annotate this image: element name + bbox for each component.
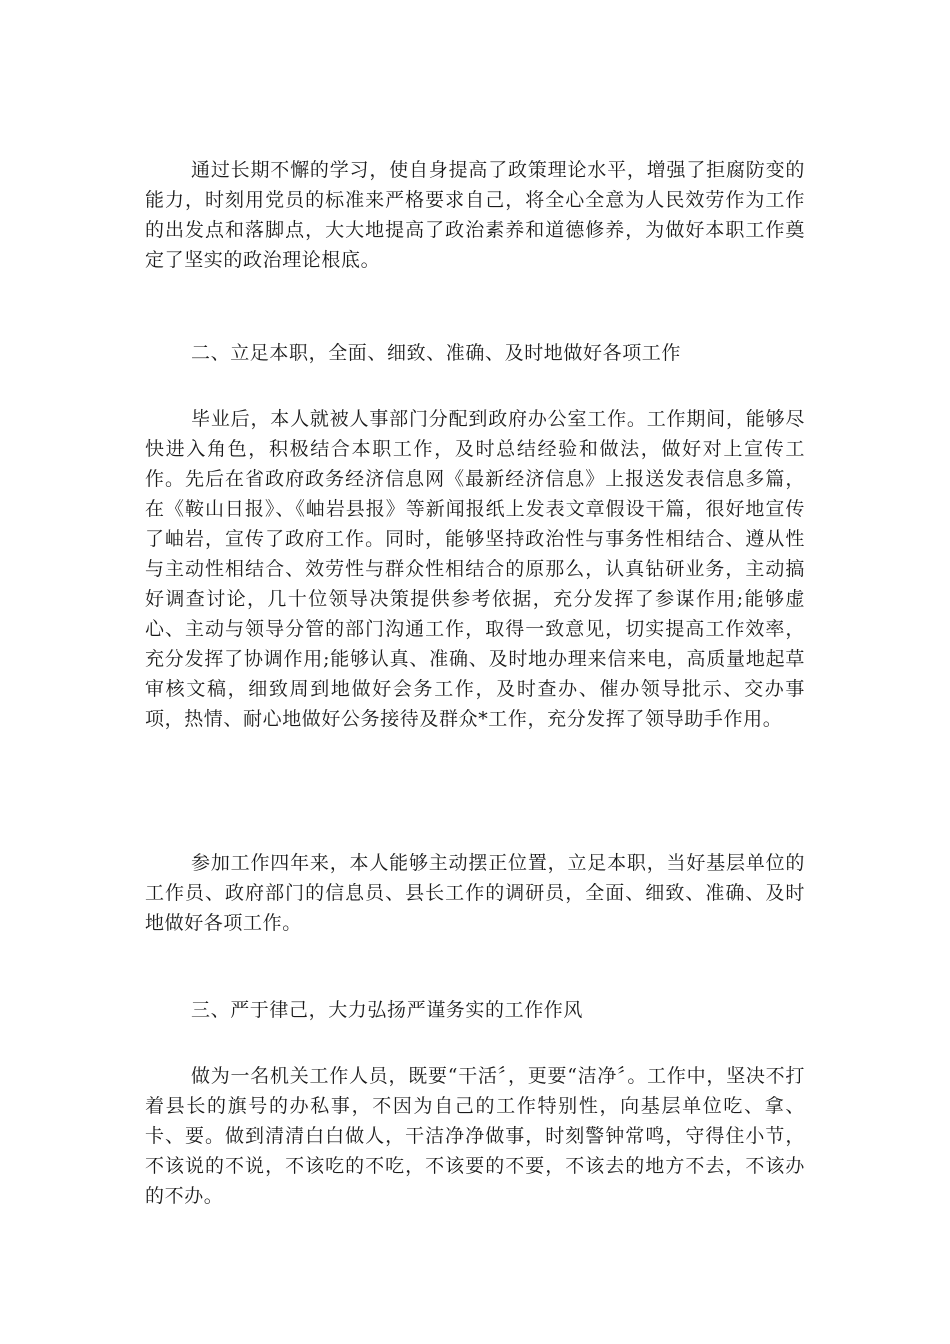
- paragraph-study: [145, 155, 805, 275]
- section-heading-three: [145, 995, 805, 1025]
- paragraph-summary: [145, 848, 805, 938]
- paragraph-text: 参加工作四年来，本人能够主动摆正位置，立足本职，当好基层单位的工作员、政府部门的信息员、县长工作的调研员，全面、细致、准确、及时地做好各项工作。: [145, 852, 805, 934]
- section-heading-two: [145, 338, 805, 368]
- heading-text: 二、立足本职，全面、细致、准确、及时地做好各项工作: [191, 342, 682, 364]
- paragraph-text: 做为一名机关工作人员，既要“干活〞，更要“洁净〞。工作中，坚决不打着县长的旗号的办私事，不因为自己的工作特别性，向基层单位吃、拿、卡、要。做到清清白白做人，干洁净净做事，时刻警钟常鸣，守得住小节，不该说的不说，不该吃的不吃，不该要的不要，不该去的地方不去，不该办的不办。: [145, 1065, 805, 1207]
- paragraph-text: 毕业后，本人就被人事部门分配到政府办公室工作。工作期间，能够尽快进入角色，积极结合本职工作，及时总结经验和做法，做好对上宣传工作。先后在省政府政务经济信息网《最新经济信息》上报送发表信息多篇，在《鞍山日报》、《岫岩县报》等新闻报纸上发表文章假设干篇，很好地宣传了岫岩，宣传了政府工作。同时，能够坚持政治性与事务性相结合、遵从性与主动性相结合、效劳性与群众性相结合的原那么，认真钻研业务，主动搞好调查讨论，几十位领导决策提供参考依据，充分发挥了参谋作用;能够虚心、主动与领导分管的部门沟通工作，取得一致意见，切实提高工作效率，充分发挥了协调作用;能够认真、准确、及时地办理来信来电，高质量地起草审核文稿，细致周到地做好会务工作，及时查办、催办领导批示、交办事项，热情、耐心地做好公务接待及群众*工作，充分发挥了领导助手作用。: [145, 408, 805, 730]
- paragraph-discipline: [145, 1061, 805, 1211]
- heading-text: 三、严于律己，大力弘扬严谨务实的工作作风: [191, 999, 584, 1021]
- paragraph-text: 通过长期不懈的学习，使自身提高了政策理论水平，增强了拒腐防变的能力，时刻用党员的标准来严格要求自己，将全心全意为人民效劳作为工作的出发点和落脚点，大大地提高了政治素养和道德修养，为做好本职工作奠定了坚实的政治理论根底。: [145, 159, 805, 271]
- paragraph-duties: [145, 404, 805, 734]
